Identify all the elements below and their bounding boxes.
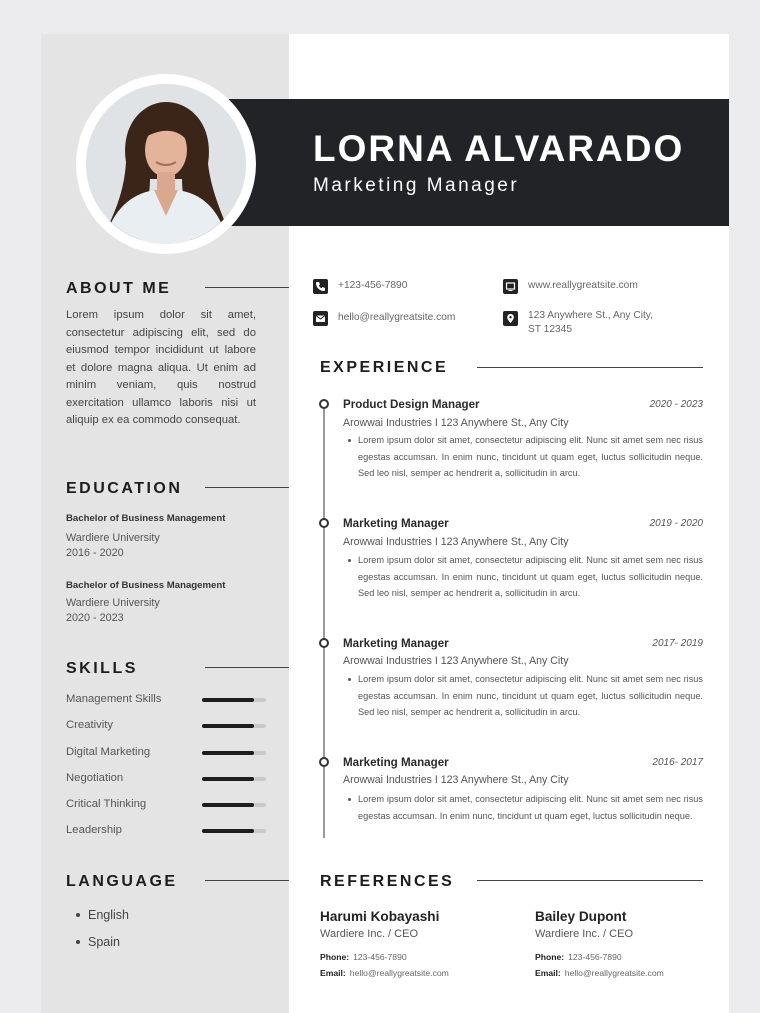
language-label: English — [88, 908, 129, 922]
location-pin-icon — [503, 311, 518, 326]
about-heading: ABOUT ME — [66, 280, 172, 297]
references-divider — [477, 880, 703, 881]
skill-level-bar — [202, 724, 266, 728]
skill-label: Creativity — [66, 719, 114, 731]
language-divider — [205, 880, 289, 881]
references-heading: REFERENCES — [320, 873, 455, 890]
job-company: Arowwai Industries I 123 Anywhere St., Any City — [343, 536, 569, 548]
reference-name: Harumi Kobayashi — [320, 909, 440, 924]
skill-level-fill — [202, 751, 254, 755]
skill-level-bar — [202, 803, 266, 807]
skill-level-bar — [202, 777, 266, 781]
experience-divider — [477, 367, 703, 368]
skill-level-bar — [202, 829, 266, 833]
skill-label: Digital Marketing — [66, 746, 151, 758]
reference-name: Bailey Dupont — [535, 909, 627, 924]
skill-label: Negotiation — [66, 772, 124, 784]
timeline-dot — [319, 757, 329, 767]
phone-value: 123-456-7890 — [353, 952, 407, 962]
email-label: Email: — [320, 968, 346, 978]
job-date: 2017- 2019 — [652, 638, 703, 649]
candidate-title: Marketing Manager — [313, 175, 520, 196]
timeline-dot — [319, 638, 329, 648]
language-label: Spain — [88, 935, 120, 949]
education-years: 2016 - 2020 — [66, 547, 124, 559]
email-label: Email: — [535, 968, 561, 978]
skill-level-fill — [202, 829, 254, 833]
job-title: Product Design Manager — [343, 398, 480, 411]
phone-label: Phone: — [320, 952, 350, 962]
bullet-icon — [348, 559, 351, 562]
education-school: Wardiere University — [66, 597, 160, 609]
job-date: 2019 - 2020 — [649, 518, 703, 529]
reference-role: Wardiere Inc. / CEO — [320, 928, 419, 940]
address-line: 123 Anywhere St., Any City, — [528, 310, 653, 321]
skill-level-fill — [202, 803, 254, 807]
job-date: 2016- 2017 — [652, 757, 703, 768]
skill-label: Critical Thinking — [66, 798, 147, 810]
bullet-icon — [76, 940, 80, 944]
job-company: Arowwai Industries I 123 Anywhere St., Any City — [343, 417, 569, 429]
job-description: Lorem ipsum dolor sit amet, consectetur adipiscing elit. Nunc sit amet sem nec risus egestas accumsan. In enim nunc, tincidunt ut quam eget, luctus sollicitudin neque. — [358, 794, 703, 821]
education-degree: Bachelor of Business Management — [66, 513, 226, 524]
job-company: Arowwai Industries I 123 Anywhere St., Any City — [343, 655, 569, 667]
experience-heading: EXPERIENCE — [320, 359, 449, 376]
skill-level-fill — [202, 698, 254, 702]
about-text: Lorem ipsum dolor sit amet, consectetur adipiscing elit, sed do eiusmod tempor incididunt ut labore et dolore magna aliqua. Ut enim ad minim veniam, quis nostrud exercitation ullamco laboris nisi ut aliquip ex ea commodo consequat. — [66, 309, 256, 426]
bullet-icon — [348, 439, 351, 442]
education-divider — [205, 487, 289, 488]
address-line: ST 12345 — [528, 324, 572, 335]
timeline-dot — [319, 399, 329, 409]
skills-divider — [205, 667, 289, 668]
reference-email — [535, 968, 664, 978]
language-item — [76, 908, 129, 922]
job-description: Lorem ipsum dolor sit amet, consectetur adipiscing elit. Nunc sit amet sem nec risus egestas accumsan. In enim nunc, tincidunt ut quam eget, luctus sollicitudin neque. Sed leo nisl, semper ac hendrerit a, sollicitudin in arcu. — [358, 435, 703, 479]
contact-email: hello@reallygreatsite.com — [338, 312, 456, 323]
reference-email — [320, 968, 449, 978]
bullet-icon — [348, 798, 351, 801]
reference-role: Wardiere Inc. / CEO — [535, 928, 634, 940]
job-title: Marketing Manager — [343, 637, 449, 650]
profile-photo — [86, 84, 246, 244]
skill-label: Leadership — [66, 824, 122, 836]
about-divider — [205, 287, 289, 288]
phone-label: Phone: — [535, 952, 565, 962]
job-title: Marketing Manager — [343, 517, 449, 530]
skill-level-bar — [202, 698, 266, 702]
skills-heading: SKILLS — [66, 660, 138, 677]
skill-label: Management Skills — [66, 693, 162, 705]
skill-level-fill — [202, 777, 254, 781]
language-item — [76, 935, 120, 949]
skill-level-fill — [202, 724, 254, 728]
email-value: hello@reallygreatsite.com — [564, 968, 664, 978]
phone-icon — [313, 279, 328, 294]
reference-phone — [535, 952, 622, 962]
candidate-name: LORNA ALVARADO — [313, 128, 685, 169]
language-heading: LANGUAGE — [66, 873, 178, 890]
skill-level-bar — [202, 751, 266, 755]
bullet-icon — [348, 678, 351, 681]
email-icon — [313, 311, 328, 326]
education-years: 2020 - 2023 — [66, 612, 124, 624]
website-icon — [503, 279, 518, 294]
contact-phone: +123-456-7890 — [338, 280, 408, 291]
job-description: Lorem ipsum dolor sit amet, consectetur adipiscing elit. Nunc sit amet sem nec risus egestas accumsan. In enim nunc, tincidunt ut quam eget, luctus sollicitudin neque. Sed leo nisl, semper ac hendrerit a, sollicitudin in arcu. — [358, 674, 703, 718]
job-description: Lorem ipsum dolor sit amet, consectetur adipiscing elit. Nunc sit amet sem nec risus egestas accumsan. In enim nunc, tincidunt ut quam eget, luctus sollicitudin neque. Sed leo nisl, semper ac hendrerit a, sollicitudin in arcu. — [358, 555, 703, 599]
reference-phone — [320, 952, 407, 962]
job-title: Marketing Manager — [343, 756, 449, 769]
timeline-dot — [319, 518, 329, 528]
bullet-icon — [76, 913, 80, 917]
phone-value: 123-456-7890 — [568, 952, 622, 962]
education-school: Wardiere University — [66, 532, 160, 544]
contact-address — [528, 309, 653, 337]
education-degree: Bachelor of Business Management — [66, 580, 226, 591]
experience-timeline — [323, 405, 325, 838]
job-company: Arowwai Industries I 123 Anywhere St., Any City — [343, 774, 569, 786]
email-value: hello@reallygreatsite.com — [349, 968, 449, 978]
job-date: 2020 - 2023 — [649, 399, 703, 410]
contact-website: www.reallygreatsite.com — [528, 280, 638, 291]
education-heading: EDUCATION — [66, 480, 183, 497]
